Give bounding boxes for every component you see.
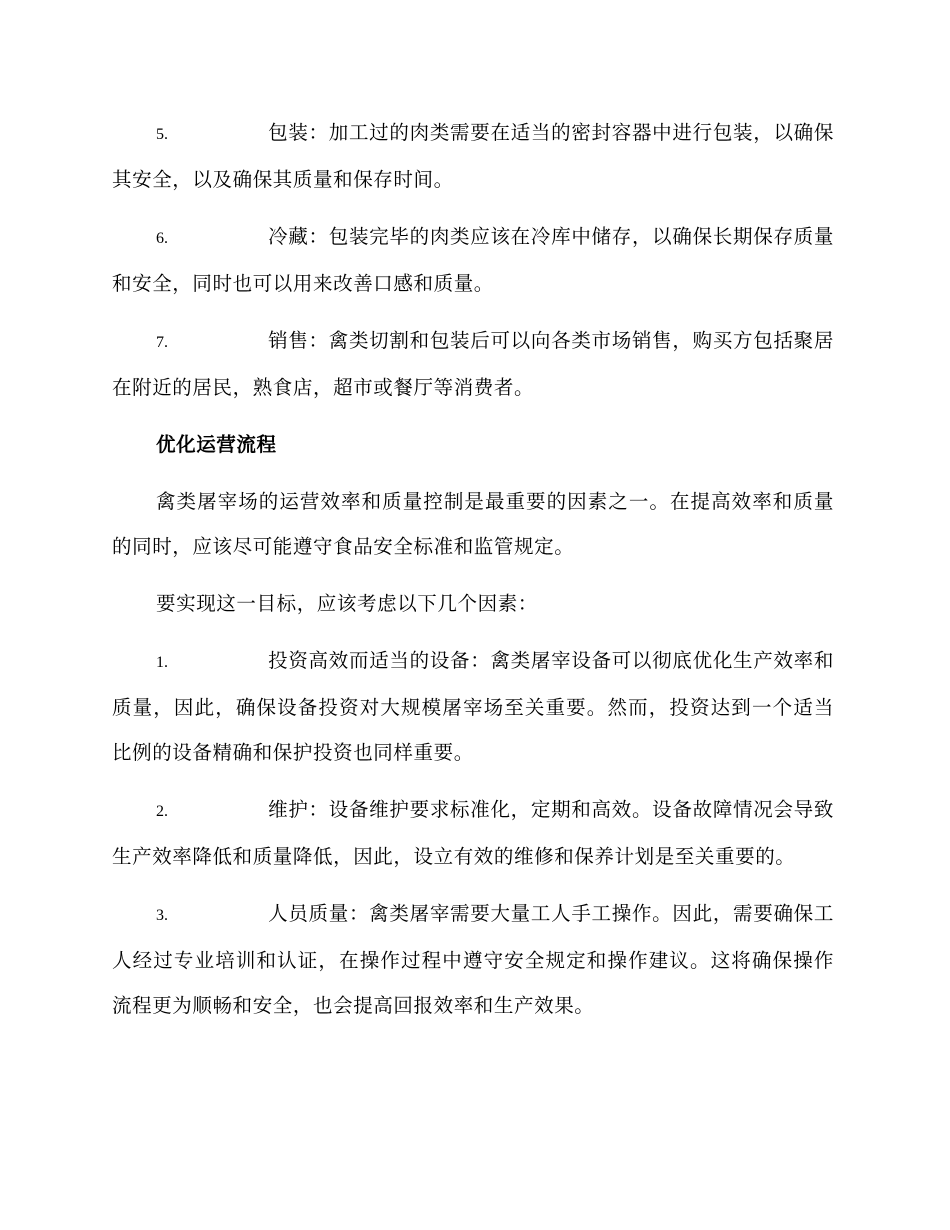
list-number: 1.: [156, 654, 168, 671]
list-item-maintenance: [112, 787, 834, 879]
section-heading: 优化运营流程: [156, 433, 277, 456]
list-item-text: 包装：加工过的肉类需要在适当的密封容器中进行包装，以确保其安全，以及确保其质量和保存时间。: [112, 121, 834, 191]
list-number: 5.: [156, 126, 168, 143]
list-item-refrigeration: [112, 214, 834, 306]
list-item-text: 销售：禽类切割和包装后可以向各类市场销售，购买方包括聚居在附近的居民，熟食店，超市或餐厅等消费者。: [112, 329, 834, 399]
list-number: 3.: [156, 907, 168, 924]
list-item-personnel: [112, 891, 834, 1028]
list-number: 2.: [156, 803, 168, 820]
list-number: 6.: [156, 230, 168, 247]
list-number: 7.: [156, 334, 168, 351]
intro-paragraph: 禽类屠宰场的运营效率和质量控制是最重要的因素之一。在提高效率和质量的同时，应该尽可能遵守食品安全标准和监管规定。: [112, 490, 834, 558]
list-item-packaging: [112, 110, 834, 202]
list-item-text: 投资高效而适当的设备：禽类屠宰设备可以彻底优化生产效率和质量，因此，确保设备投资对大规模屠宰场至关重要。然而，投资达到一个适当比例的设备精确和保护投资也同样重要。: [112, 649, 834, 764]
list-item-text: 冷藏：包装完毕的肉类应该在冷库中储存，以确保长期保存质量和安全，同时也可以用来改善口感和质量。: [112, 225, 834, 295]
list-item-sales: [112, 318, 834, 410]
document-body: [112, 110, 834, 1040]
lead-in-paragraph: 要实现这一目标，应该考虑以下几个因素：: [156, 592, 538, 615]
list-item-text: 人员质量：禽类屠宰需要大量工人手工操作。因此，需要确保工人经过专业培训和认证，在操作过程中遵守安全规定和操作建议。这将确保操作流程更为顺畅和安全，也会提高回报效率和生产效果。: [112, 902, 834, 1017]
list-item-equipment: [112, 638, 834, 775]
list-item-text: 维护：设备维护要求标准化，定期和高效。设备故障情况会导致生产效率降低和质量降低，因此，设立有效的维修和保养计划是至关重要的。: [112, 798, 834, 868]
